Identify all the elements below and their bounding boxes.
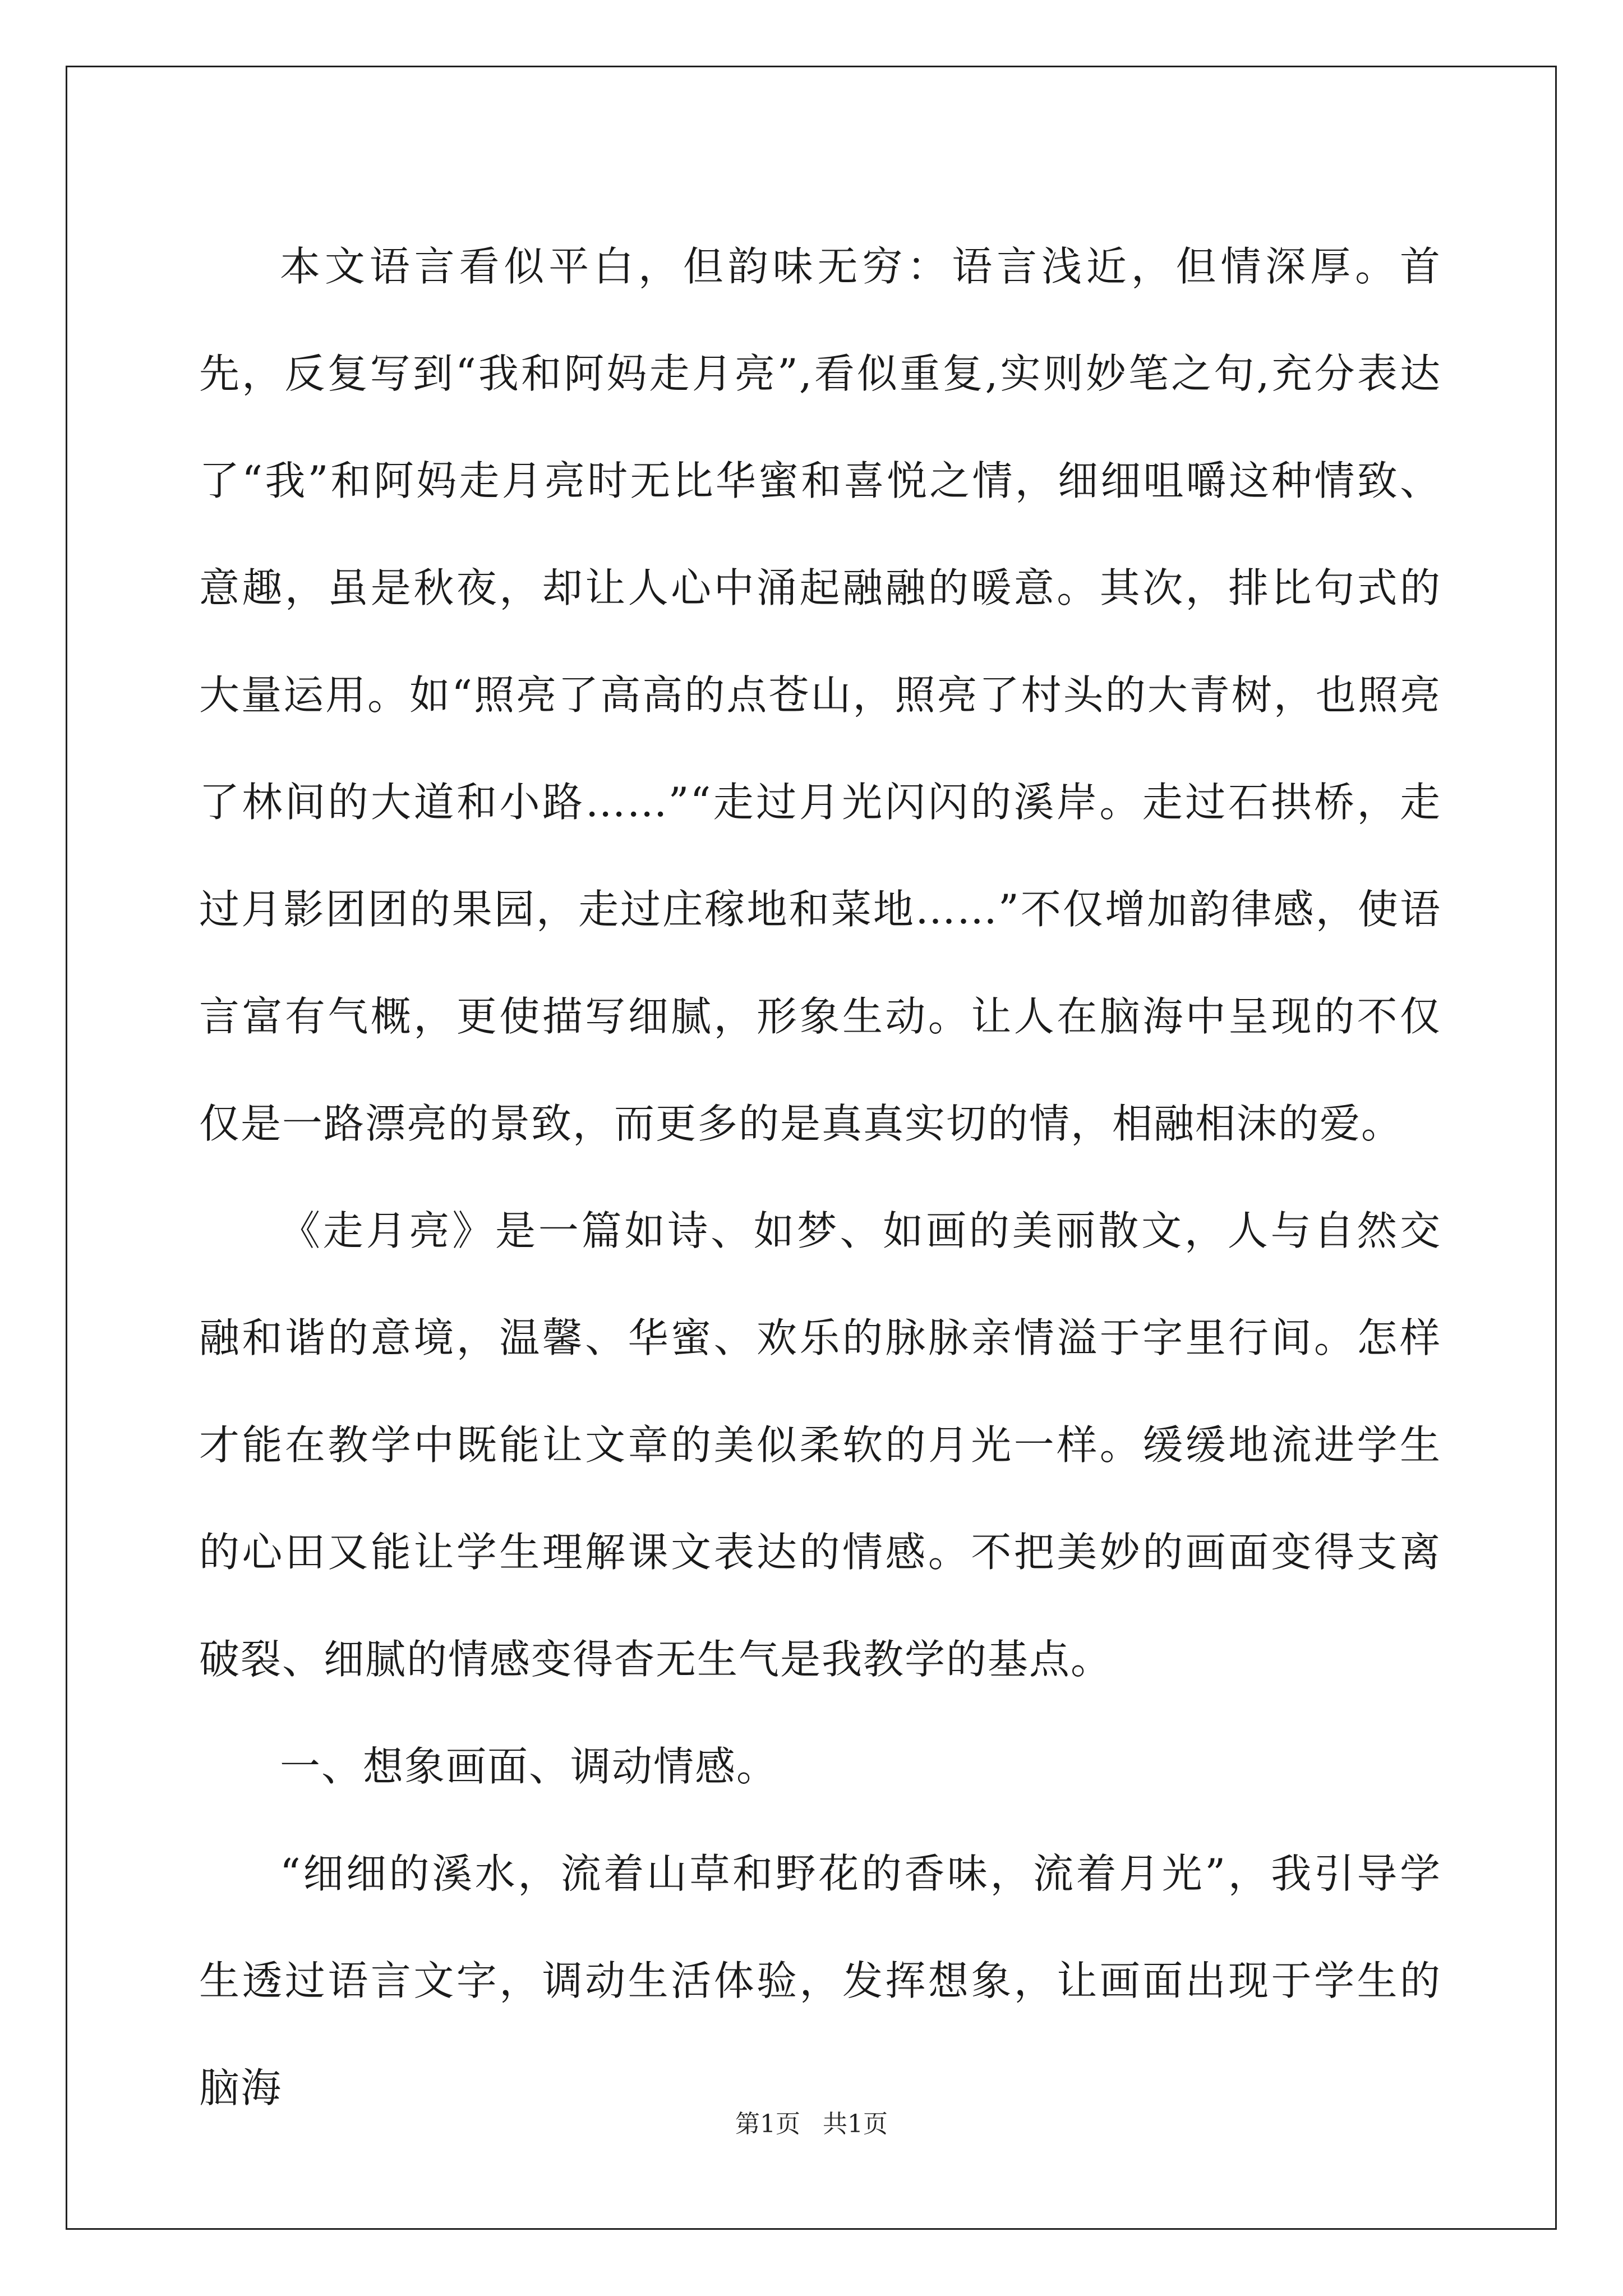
page-footer xyxy=(0,2104,1623,2139)
page-number: 第1页 xyxy=(735,2110,800,2138)
paragraph-teaching-approach: 《走月亮》是一篇如诗、如梦、如画的美丽散文，人与自然交融和谐的意境，温馨、华蜜、欢乐的脉脉亲情溢于字里行间。怎样才能在教学中既能让文章的美似柔软的月光一样。缓缓地流进学生的心田又能让学生理解课文表达的情感。不把美妙的画面变得支离破裂、细腻的情感变得杳无生气是我教学的基点。 xyxy=(199,1207,1441,1683)
paragraph-stream-example: “细细的溪水，流着山草和野花的香味，流着月光”，我引导学生透过语言文字，调动生活体验，发挥想象，让画面出现于学生的脑海 xyxy=(199,1850,1441,2111)
section-heading-imagination: 一、想象画面、调动情感。 xyxy=(280,1743,778,1790)
page-total: 共1页 xyxy=(823,2110,888,2138)
paragraph-language-analysis: 本文语言看似平白，但韵味无穷：语言浅近，但情深厚。首先，反复写到“我和阿妈走月亮”,看似重复,实则妙笔之句,充分表达了“我”和阿妈走月亮时无比华蜜和喜悦之情，细细咀嚼这种情致、意趣，虽是秋夜，却让人心中涌起融融的暖意。其次，排比句式的大量运用。如“照亮了高高的点苍山，照亮了村头的大青树，也照亮了林间的大道和小路……”“走过月光闪闪的溪岸。走过石拱桥，走过月影团团的果园，走过庄稼地和菜地……”不仅增加韵律感，使语言富有气概，更使描写细腻，形象生动。让人在脑海中呈现的不仅仅是一路漂亮的景致，而更多的是真真实切的情，相融相沫的爱。 xyxy=(199,243,1441,1147)
document-body xyxy=(199,213,1441,2142)
